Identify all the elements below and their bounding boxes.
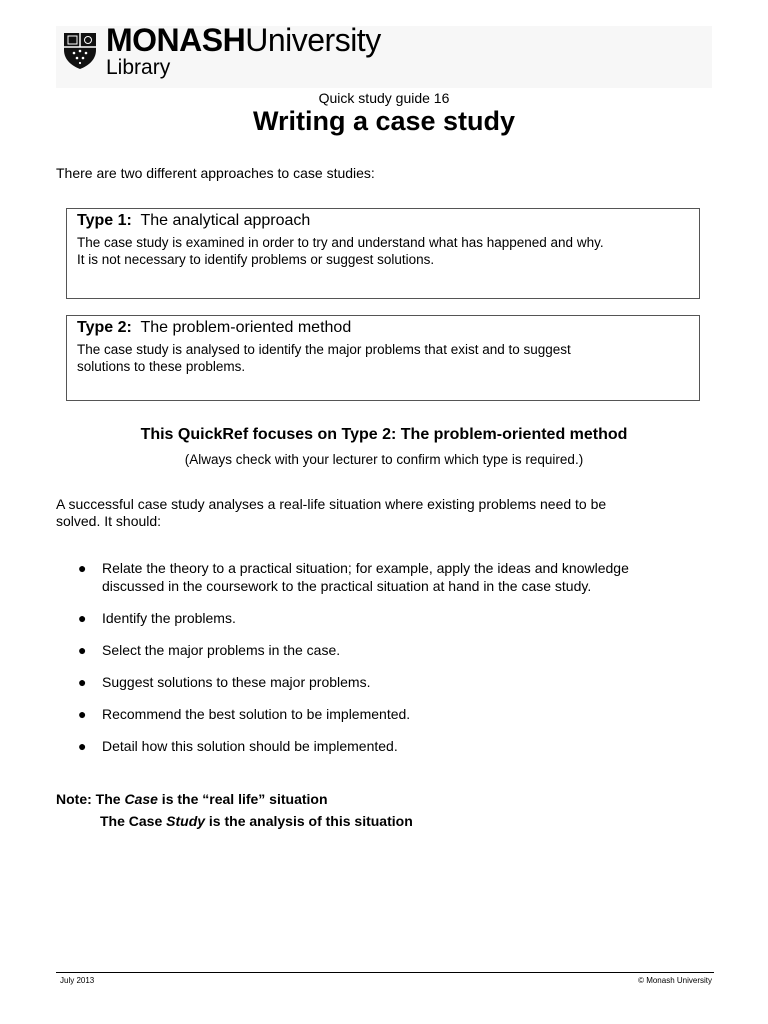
type-2-description xyxy=(77,341,689,375)
paragraph-line: A successful case study analyses a real-life situation where existing problems need to be xyxy=(56,496,607,512)
note-line2-rest: is the analysis of this situation xyxy=(205,813,413,829)
type-1-desc-line: It is not necessary to identify problems or suggest solutions. xyxy=(77,252,435,267)
type-1-desc-line: The case study is examined in order to try and understand what has happened and why. xyxy=(77,235,604,250)
type-2-label: Type 2 xyxy=(77,319,127,336)
list-item-line: Detail how this solution should be implemented. xyxy=(102,738,398,754)
focus-heading: This QuickRef focuses on Type 2: The problem-oriented method xyxy=(140,426,628,443)
note-line-1 xyxy=(56,791,328,807)
note-case-word: Case xyxy=(124,791,158,807)
guide-label: Quick study guide 16 xyxy=(318,90,450,106)
list-item xyxy=(78,641,718,659)
type-2-heading: Type 2: The problem-oriented method xyxy=(77,319,352,336)
bullet-icon: ● xyxy=(78,610,87,626)
list-item xyxy=(78,737,718,755)
type-2-name: The problem-oriented method xyxy=(140,319,352,336)
list-item-line: discussed in the coursework to the practical situation at hand in the case study. xyxy=(102,578,592,594)
type-1-heading: Type 1: The analytical approach xyxy=(77,212,311,229)
intro-text: There are two different approaches to case studies: xyxy=(56,165,375,181)
type-1-box xyxy=(66,208,700,299)
bullet-icon: ● xyxy=(78,560,87,576)
footer-date: July 2013 xyxy=(60,976,95,985)
list-item-line: Identify the problems. xyxy=(102,610,236,626)
note-study-word: Study xyxy=(166,813,206,829)
note-line2-prefix: The Case xyxy=(100,813,167,829)
monash-crest-icon xyxy=(60,30,100,70)
bullet-icon: ● xyxy=(78,642,87,658)
bullet-icon: ● xyxy=(78,706,87,722)
brand-sub: Library xyxy=(106,56,171,79)
list-item xyxy=(78,673,718,691)
focus-note: (Always check with your lecturer to confirm which type is required.) xyxy=(184,452,584,467)
bullet-icon: ● xyxy=(78,674,87,690)
note-prefix: Note: The xyxy=(56,791,125,807)
paragraph-line: solved. It should: xyxy=(56,513,162,529)
intro-paragraph xyxy=(56,496,696,530)
type-2-box xyxy=(66,315,700,401)
bullet-icon: ● xyxy=(78,738,87,754)
list-item-line: Select the major problems in the case. xyxy=(102,642,341,658)
brand-main: MONASH xyxy=(106,22,246,58)
note-line-2 xyxy=(100,813,413,829)
requirements-list xyxy=(78,559,718,769)
type-2-desc-line: solutions to these problems. xyxy=(77,359,246,374)
note-line1-rest: is the “real life” situation xyxy=(157,791,328,807)
list-item-line: Suggest solutions to these major problems. xyxy=(102,674,371,690)
type-1-label: Type 1 xyxy=(77,212,127,229)
type-2-desc-line: The case study is analysed to identify the major problems that exist and to suggest xyxy=(77,342,571,357)
page-title: Writing a case study xyxy=(252,106,516,136)
footer-copyright: © Monash University xyxy=(638,976,712,985)
monash-logo xyxy=(60,24,381,78)
list-item xyxy=(78,559,718,595)
list-item-line: Recommend the best solution to be implemented. xyxy=(102,706,411,722)
list-item xyxy=(78,705,718,723)
brand-second: University xyxy=(245,22,381,58)
list-item-line: Relate the theory to a practical situation; for example, apply the ideas and knowledge xyxy=(102,560,629,576)
list-item xyxy=(78,609,718,627)
type-1-description xyxy=(77,234,689,268)
type-1-name: The analytical approach xyxy=(140,212,311,229)
footer-divider xyxy=(56,972,714,973)
